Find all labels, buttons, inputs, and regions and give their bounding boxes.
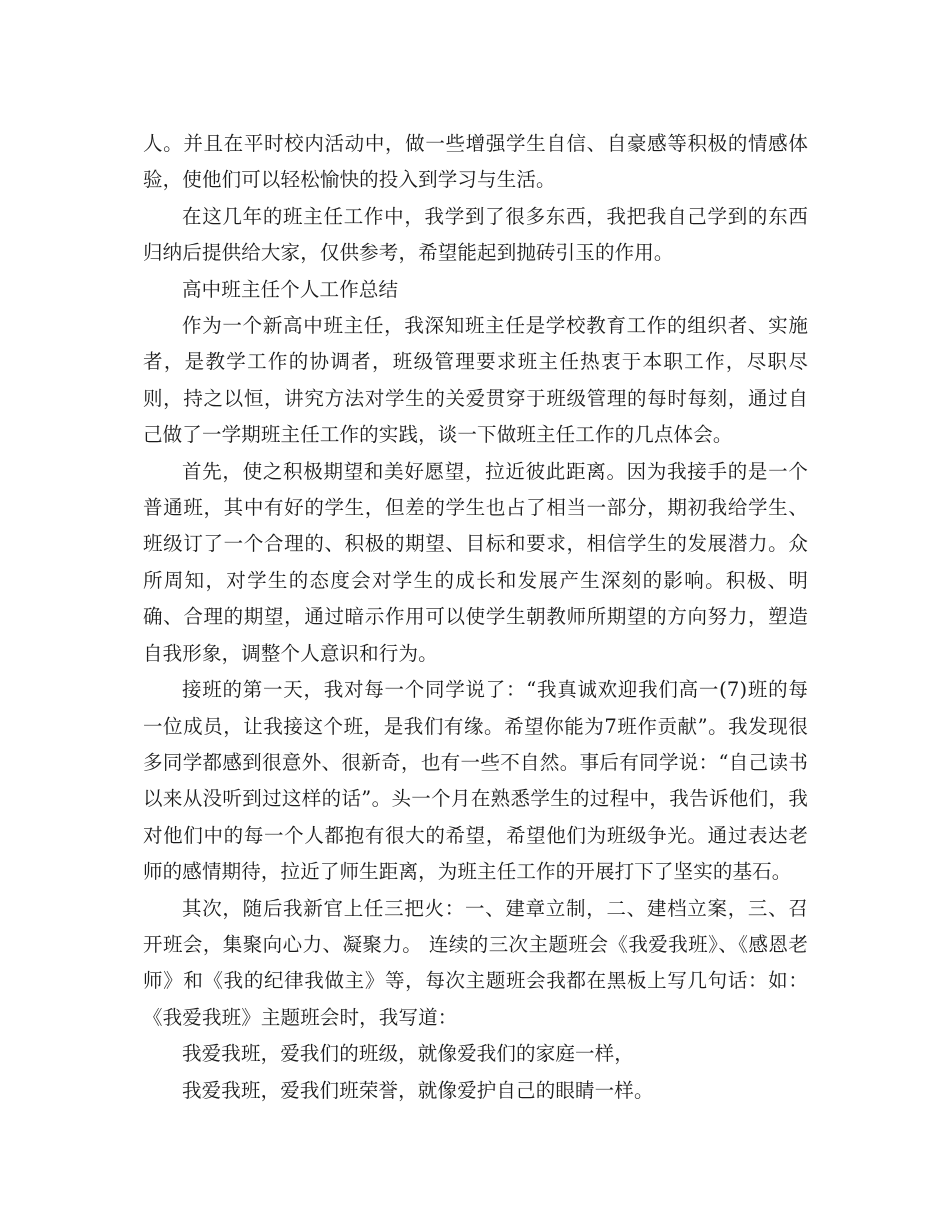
paragraph-role: 作为一个新高中班主任，我深知班主任是学校教育工作的组织者、实施者，是教学工作的协调者，班级管理要求班主任热衷于本职工作，尽职尽则，持之以恒，讲究方法对学生的关爱贯穿于班级管理的每时每刻，通过自己做了一学期班主任工作的实践，谈一下做班主任工作的几点体会。 <box>143 314 808 447</box>
paragraph-continuation: 人。并且在平时校内活动中，做一些增强学生自信、自豪感等积极的情感体验，使他们可以轻松愉快的投入到学习与生活。 <box>143 132 808 192</box>
section-heading: 高中班主任个人工作总结 <box>182 277 399 301</box>
paragraph-quote-line-2: 我爱我班，爱我们班荣誉，就像爱护自己的眼睛一样。 <box>182 1078 654 1102</box>
paragraph-first-point: 首先，使之积极期望和美好愿望，拉近彼此距离。因为我接手的是一个普通班，其中有好的学生，但差的学生也占了相当一部分，期初我给学生、班级订了一个合理的、积极的期望、目标和要求，相信学生的发展潜力。众所周知，对学生的态度会对学生的成长和发展产生深刻的影响。积极、明确、合理的期望，通过暗示作用可以使学生朝教师所期望的方向努力，塑造自我形象，调整个人意识和行为。 <box>143 459 808 665</box>
document-body <box>143 126 808 1109</box>
paragraph-second-point: 其次，随后我新官上任三把火：一、建章立制，二、建档立案，三、召开班会，集聚向心力、凝聚力。 连续的三次主题班会《我爱我班》、《感恩老师》和《我的纪律我做主》等，每次主题班会我都在黑板上写几句话：如：《我爱我班》主题班会时，我写道： <box>143 896 808 1029</box>
paragraph-quote-line-1: 我爱我班，爱我们的班级，就像爱我们的家庭一样， <box>182 1042 634 1066</box>
paragraph-first-day: 接班的第一天，我对每一个同学说了：“我真诚欢迎我们高一(7)班的每一位成员，让我接这个班，是我们有缘。希望你能为7班作贡献”。我发现很多同学都感到很意外、很新奇，也有一些不自然。事后有同学说：“自己读书以来从没听到过这样的话”。头一个月在熟悉学生的过程中，我告诉他们，我对他们中的每一个人都抱有很大的希望，希望他们为班级争光。通过表达老师的感情期待，拉近了师生距离，为班主任工作的开展打下了坚实的基石。 <box>143 678 808 884</box>
paragraph-intro: 在这几年的班主任工作中，我学到了很多东西，我把我自己学到的东西归纳后提供给大家，仅供参考，希望能起到抛砖引玉的作用。 <box>143 204 808 265</box>
